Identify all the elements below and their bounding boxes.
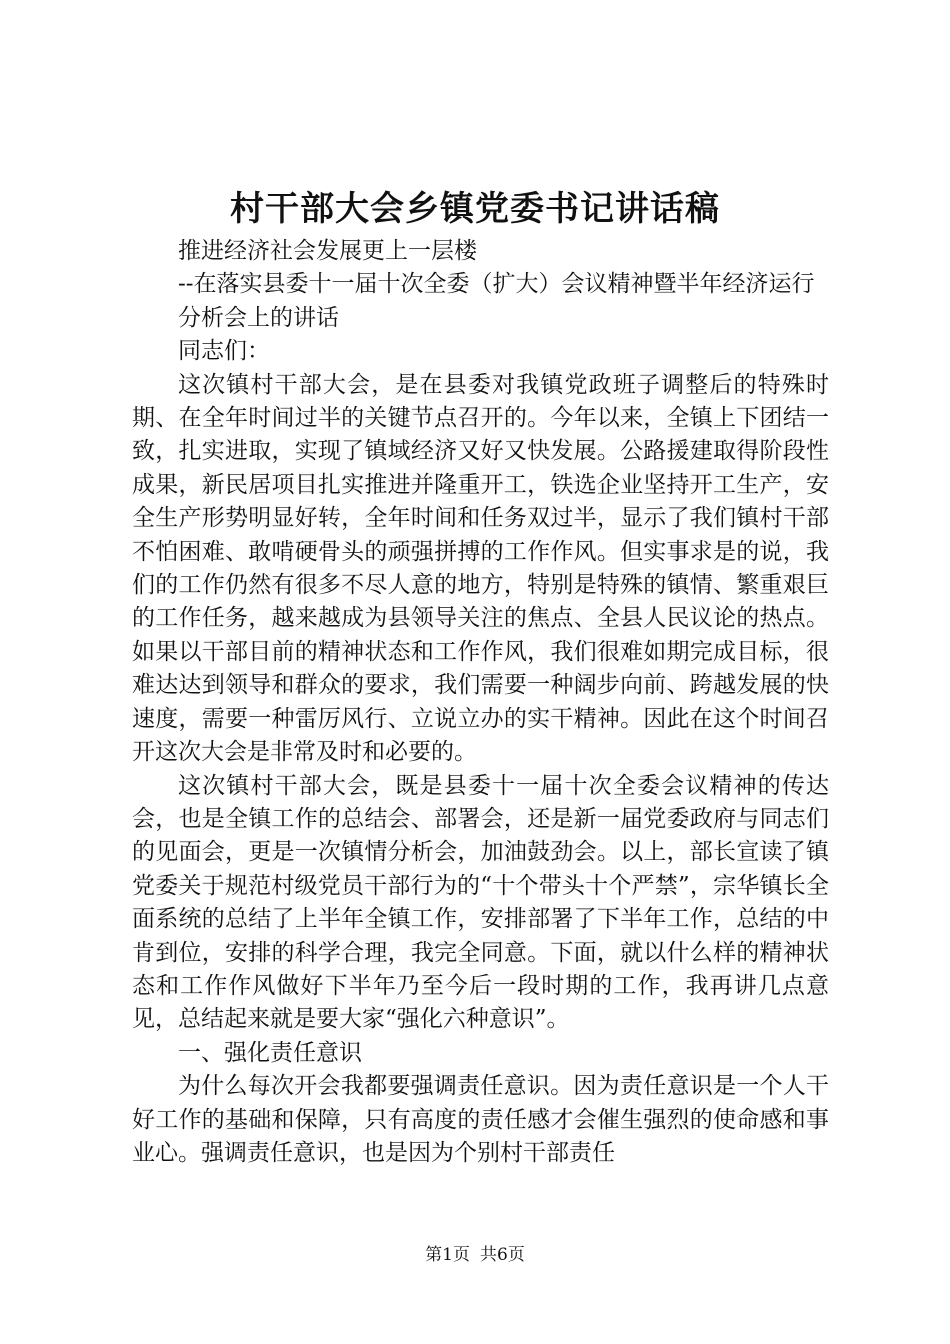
- body-paragraph: 这次镇村干部大会，既是县委十一届十次全委会议精神的传达会，也是全镇工作的总结会、部署会，还是新一届党委政府与同志们的见面会，更是一次镇情分析会，加油鼓劲会。以上，部长宣读了镇党委关于规范村级党员干部行为的“十个带头十个严禁”，宗华镇长全面系统的总结了上半年全镇工作，安排部署了下半年工作，总结的中肯到位，安排的科学合理，我完全同意。下面，就以什么样的精神状态和工作作风做好下半年乃至今后一段时期的工作，我再讲几点意见，总结起来就是要大家“强化六种意识”。: [132, 772, 829, 1033]
- document-body: [132, 235, 829, 1170]
- body-paragraph: 这次镇村干部大会，是在县委对我镇党政班子调整后的特殊时期、在全年时间过半的关键节点召开的。今年以来，全镇上下团结一致，扎实进取，实现了镇域经济又好又快发展。公路援建取得阶段性成果，新民居项目扎实推进并隆重开工，铁选企业坚持开工生产，安全生产形势明显好转，全年时间和任务双过半，显示了我们镇村干部不怕困难、敢啃硬骨头的顽强拼搏的工作作风。但实事求是的说，我们的工作仍然有很多不尽人意的地方，特别是特殊的镇情、繁重艰巨的工作任务，越来越成为县领导关注的焦点、全县人民议论的热点。如果以干部目前的精神状态和工作作风，我们很难如期完成目标，很难达达到领导和群众的要求，我们需要一种阔步向前、跨越发展的快速度，需要一种雷厉风行、立说立办的实干精神。因此在这个时间召开这次大会是非常及时和必要的。: [132, 371, 829, 766]
- page-total: 共6页: [480, 1245, 525, 1265]
- salutation: 同志们：: [178, 338, 270, 365]
- document-title: 村干部大会乡镇党委书记讲话稿: [230, 189, 720, 229]
- body-paragraph: 为什么每次开会我都要强调责任意识。因为责任意识是一个人干好工作的基础和保障，只有高度的责任感才会催生强烈的使命感和事业心。强调责任意识，也是因为个别村干部责任: [132, 1073, 829, 1166]
- subtitle-line: 推进经济社会发展更上一层楼: [178, 238, 477, 264]
- section-heading: 一、强化责任意识: [178, 1039, 362, 1066]
- page-number: 第1页: [425, 1245, 470, 1265]
- subtitle-occasion-continued: 分析会上的讲话: [178, 304, 339, 331]
- page-footer: [0, 1244, 950, 1266]
- subtitle-occasion: --在落实县委十一届十次全委（扩大）会议精神暨半年经济运行: [178, 271, 815, 298]
